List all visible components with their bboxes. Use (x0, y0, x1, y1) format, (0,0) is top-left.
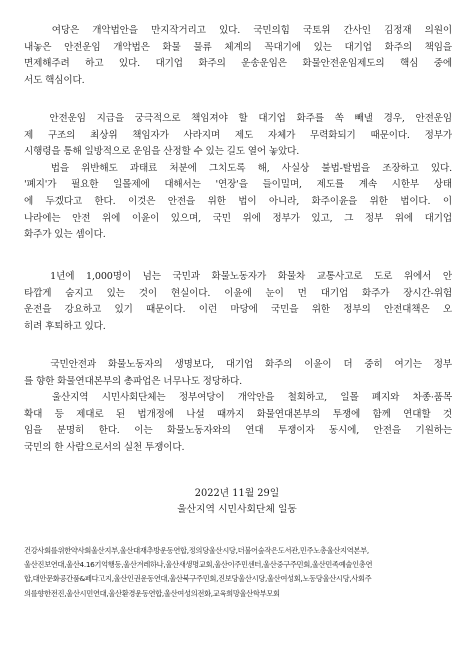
paragraph-3 (24, 269, 452, 335)
closing-block (0, 486, 474, 518)
statement-signature: 울산지역 시민사회단체 일동 (177, 504, 297, 515)
statement-date: 2022년 11월 29일 (194, 488, 280, 499)
text-line: 확대 등 제대로 된 법개정에 나설 때까지 화물연대본부의 투쟁에 함께 연대할 것 (24, 408, 452, 420)
paragraph-4 (24, 357, 452, 457)
signer-line: 합,대안문화공간품&페다고지,울산인권운동연대,울산북구주민회,진보당울산시당,울산여성회,노동당울산시당,사회주 (24, 574, 372, 584)
text-line: 화주가 있는 셈이다. (24, 229, 106, 241)
text-line: 타깝게 숨지고 있는 것이 현실이다. 이윤에 눈이 먼 대기업 화주가 장시간-위험 (24, 287, 452, 299)
signer-line: 건강사회를위한약사회울산지부,울산대재추방운동연합,정의당울산시당,더불어숲작은도서관,민주노총울산지역본부, (24, 546, 369, 555)
text-line: 국민의 한 사람으로서의 실천 투쟁이다. (24, 441, 185, 453)
text-line: 면제해주려 하고 있다. 대기업 화주의 운송운임은 화물안전운임제도의 핵심 중에 (24, 58, 452, 70)
text-line: 서도 핵심이다. (24, 74, 85, 86)
text-line: 여당은 개악법안을 만지작거리고 있다. 국민의힘 국토위 간사인 김정재 의원이 (32, 25, 452, 36)
text-line: 국민안전과 화물노동자의 생명보다, 대기업 화주의 이윤이 더 중히 여기는 정부 (32, 359, 452, 370)
text-line: 에 두겠다고 한다. 이것은 안전을 위한 법이 아니라, 화주이윤을 위한 법이다. 이 (24, 195, 452, 207)
signer-line: 의를향한전진,울산시민연대,울산환경운동연합,울산여성의전화,교육희망울산학부모회 (24, 588, 280, 598)
text-line: 나라에는 안전 위에 이윤이 있으며, 국민 위에 정부가 있고, 그 정부 위에 대기업 (24, 212, 452, 224)
text-line: 히려 후퇴하고 있다. (24, 320, 106, 332)
text-line: 내놓은 안전운임 개악법은 화물 물류 체계의 꼭대기에 있는 대기업 화주의 책임을 (24, 41, 452, 53)
text-line: 법을 위반해도 과태료 처분에 그치도록 해, 사실상 불법-탈법을 조장하고 있다. (32, 162, 452, 174)
text-line: 를 향한 화물연대본부의 총파업은 너무나도 정당하다. (24, 375, 242, 387)
text-line: 임을 분명히 한다. 이는 화물노동자와의 연대 투쟁이자 동시에, 안전을 기원하는 (24, 425, 452, 437)
text-line: 1년에 1,000명이 넘는 국민과 화물노동자가 화물차 교통사고로 도로 위에서 안 (32, 271, 452, 282)
paragraph-1 (24, 23, 452, 89)
paragraph-2 (24, 111, 452, 244)
text-line: 제 구조의 최상위 책임자가 사라지며 제도 자체가 무력화되기 때문이다. 정부가 (24, 129, 452, 141)
text-line: '폐지'가 필요한 일몰제에 대해서는 '연장'을 들이밀며, 제도를 계속 시한부 상태 (24, 179, 452, 191)
signer-line: 울산진보연대,울산4.16기억행동,울산겨레하나,울산새생명교회,울산이주민센터,울산중구주민회,울산민족예술인총연 (24, 560, 373, 570)
signer-organizations (24, 544, 452, 601)
text-line: 안전운임 지급을 궁극적으로 책임져야 할 대기업 화주를 쏙 빼낼 경우, 안전운임 (32, 113, 452, 124)
text-line: 시행령을 통해 일방적으로 운임을 산정할 수 있는 길도 열어 놓았다. (24, 146, 300, 158)
text-line: 운전을 강요하고 있기 때문이다. 이런 마당에 국민을 위한 정부의 안전대책은 오 (24, 304, 452, 316)
text-line: 울산지역 시민사회단체는 정부여당이 개악안을 철회하고, 일몰 폐지와 차종·품목 (32, 392, 452, 404)
